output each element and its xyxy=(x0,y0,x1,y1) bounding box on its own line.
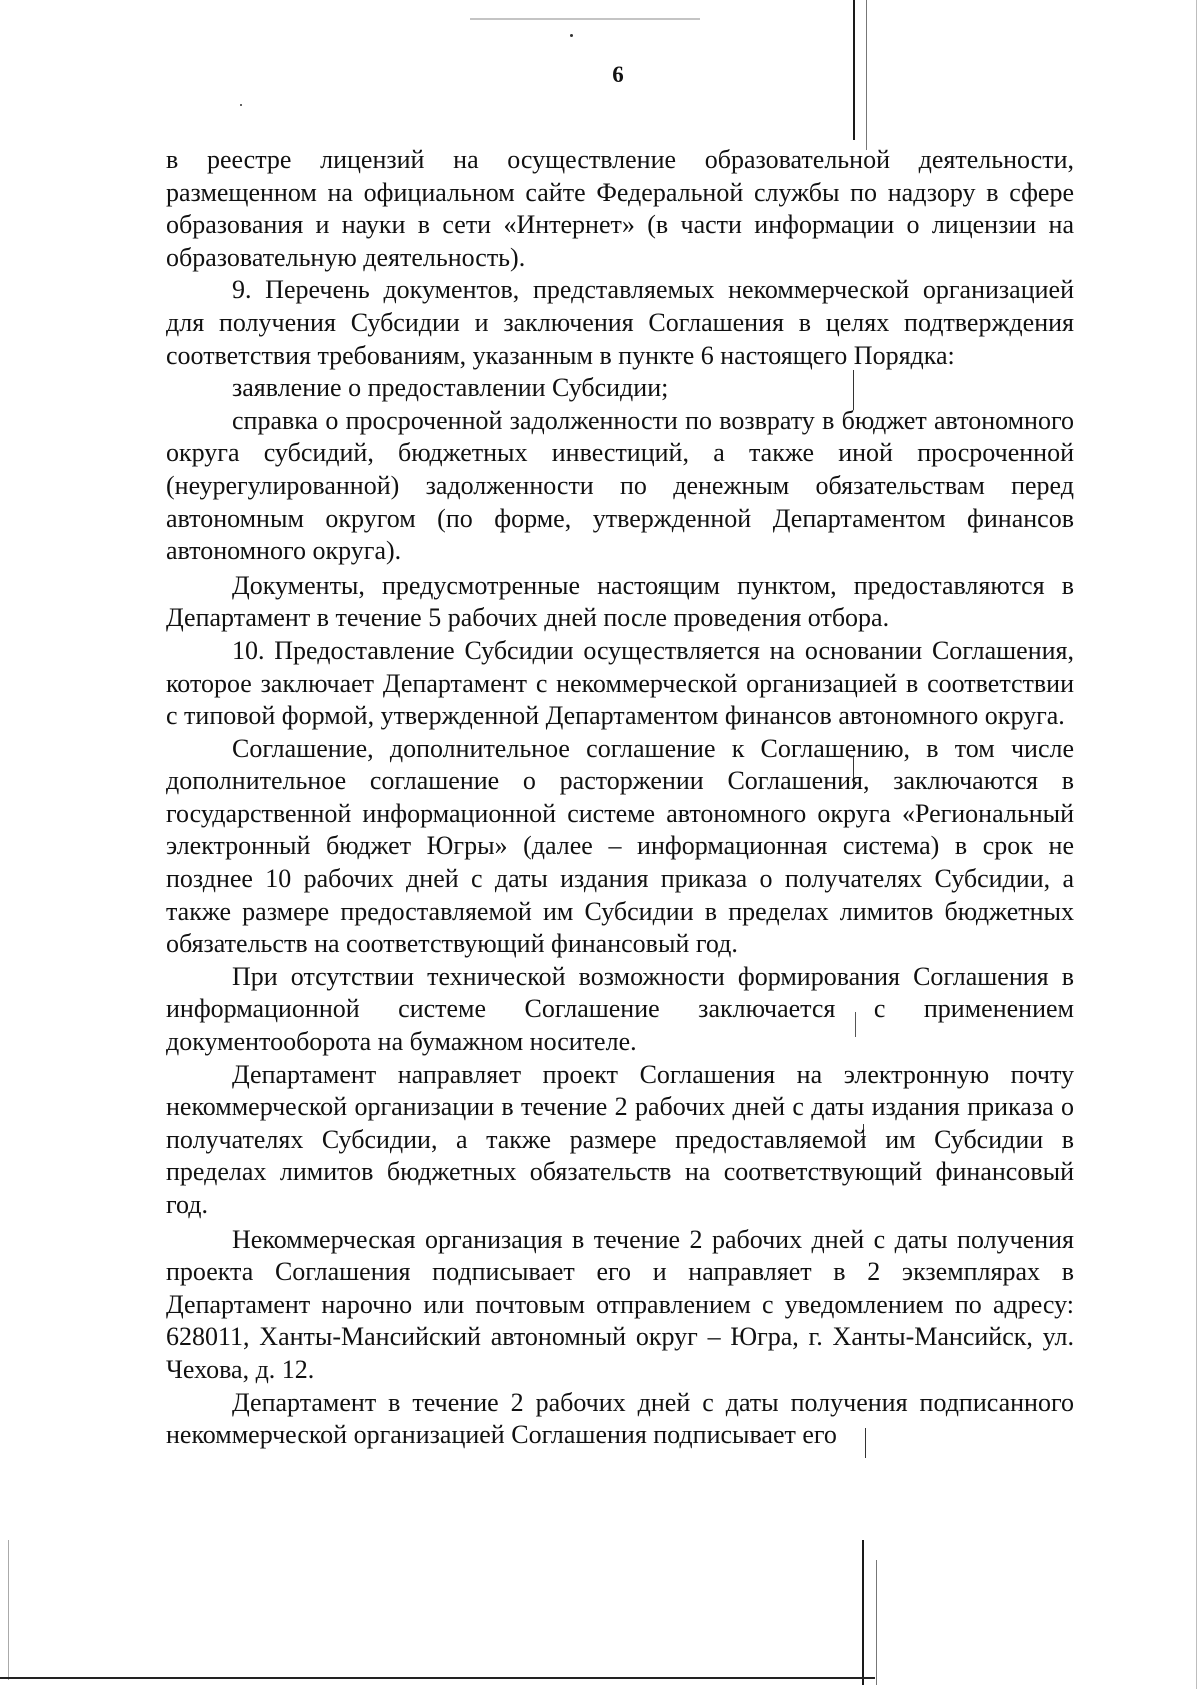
scan-line-right-edge xyxy=(1196,0,1197,1689)
paragraph-agreement: Соглашение, дополнительное соглашение к Соглашению, в том числе дополнительное соглашение о расторжении Соглашения, заключаются в государственной информационной системе автономного округа «Региональный электронный бюджет Югры» (далее – информационная система) в срок не позднее 10 рабочих дней с даты издания приказа о получателях Субсидии, а также размере предоставляемой им Субсидии в пределах лимитов бюджетных обязательств на соответствующий финансовый год. xyxy=(166,733,1074,959)
paragraph-draft-sending: Департамент направляет проект Соглашения на электронную почту некоммерческой организации в течение 2 рабочих дней с даты издания приказа о получателях Субсидии, а также размере предоставляемой им Субсидии в пределах лимитов бюджетных обязательств на соответствующий финансовый год. xyxy=(166,1059,1074,1219)
paragraph-item-10: 10. Предоставление Субсидии осуществляется на основании Соглашения, которое заключает Департамент с некоммерческой организацией в соответствии с типовой формой, утвержденной Департаментом финансов автономного округа. xyxy=(166,635,1074,731)
scan-line-bottom-right xyxy=(876,1560,877,1685)
paragraph-continuation: в реестре лицензий на осуществление образовательной деятельности, размещенном на официальном сайте Федеральной службы по надзору в сфере образования и науки в сети «Интернет» (в части информации о лицензии на образовательную деятельность). xyxy=(166,145,1074,272)
scan-dot xyxy=(570,34,573,37)
document-body xyxy=(166,144,1074,1452)
paragraph-application: заявление о предоставлении Субсидии; xyxy=(232,373,669,403)
scan-line-bottom xyxy=(862,1540,864,1685)
paragraph-documents: Документы, предусмотренные настоящим пунктом, предоставляются в Департамент в течение 5 рабочих дней после проведения отбора. xyxy=(166,570,1074,633)
paragraph-item-9: 9. Перечень документов, представляемых некоммерческой организацией для получения Субсидии и заключения Соглашения в целях подтверждения соответствия требованиям, указанным в пункте 6 настоящего Порядка: xyxy=(166,275,1074,370)
paragraph-paper-workflow: При отсутствии технической возможности формирования Соглашения в информационной системе Соглашение заключается с применением документооборота на бумажном носителе. xyxy=(166,961,1074,1057)
scan-line-left-edge xyxy=(8,1540,9,1680)
page-number: 6 xyxy=(612,62,624,87)
scan-bottom-edge xyxy=(0,1677,875,1679)
scan-dot xyxy=(240,104,242,106)
paragraph-certificate: справка о просроченной задолженности по возврату в бюджет автономного округа субсидий, бюджетных инвестиций, а также иной просроченной (неурегулированной) задолженности по денежным обязательствам перед автономным округом (по форме, утвержденной Департаментом финансов автономного округа). xyxy=(166,405,1074,566)
paragraph-signing: Некоммерческая организация в течение 2 рабочих дней с даты получения проекта Соглашения подписывает его и направляет в 2 экземплярах в Департамент нарочно или почтовым отправлением с уведомлением по адресу: 628011, Ханты-Мансийский автономный округ – Югра, г. Ханты-Мансийск, ул. Чехова, д. 12. xyxy=(166,1224,1074,1384)
paragraph-department-signing: Департамент в течение 2 рабочих дней с даты получения подписанного некоммерческой организацией Соглашения подписывает его xyxy=(166,1387,1074,1450)
scan-smudge-top xyxy=(470,18,700,20)
